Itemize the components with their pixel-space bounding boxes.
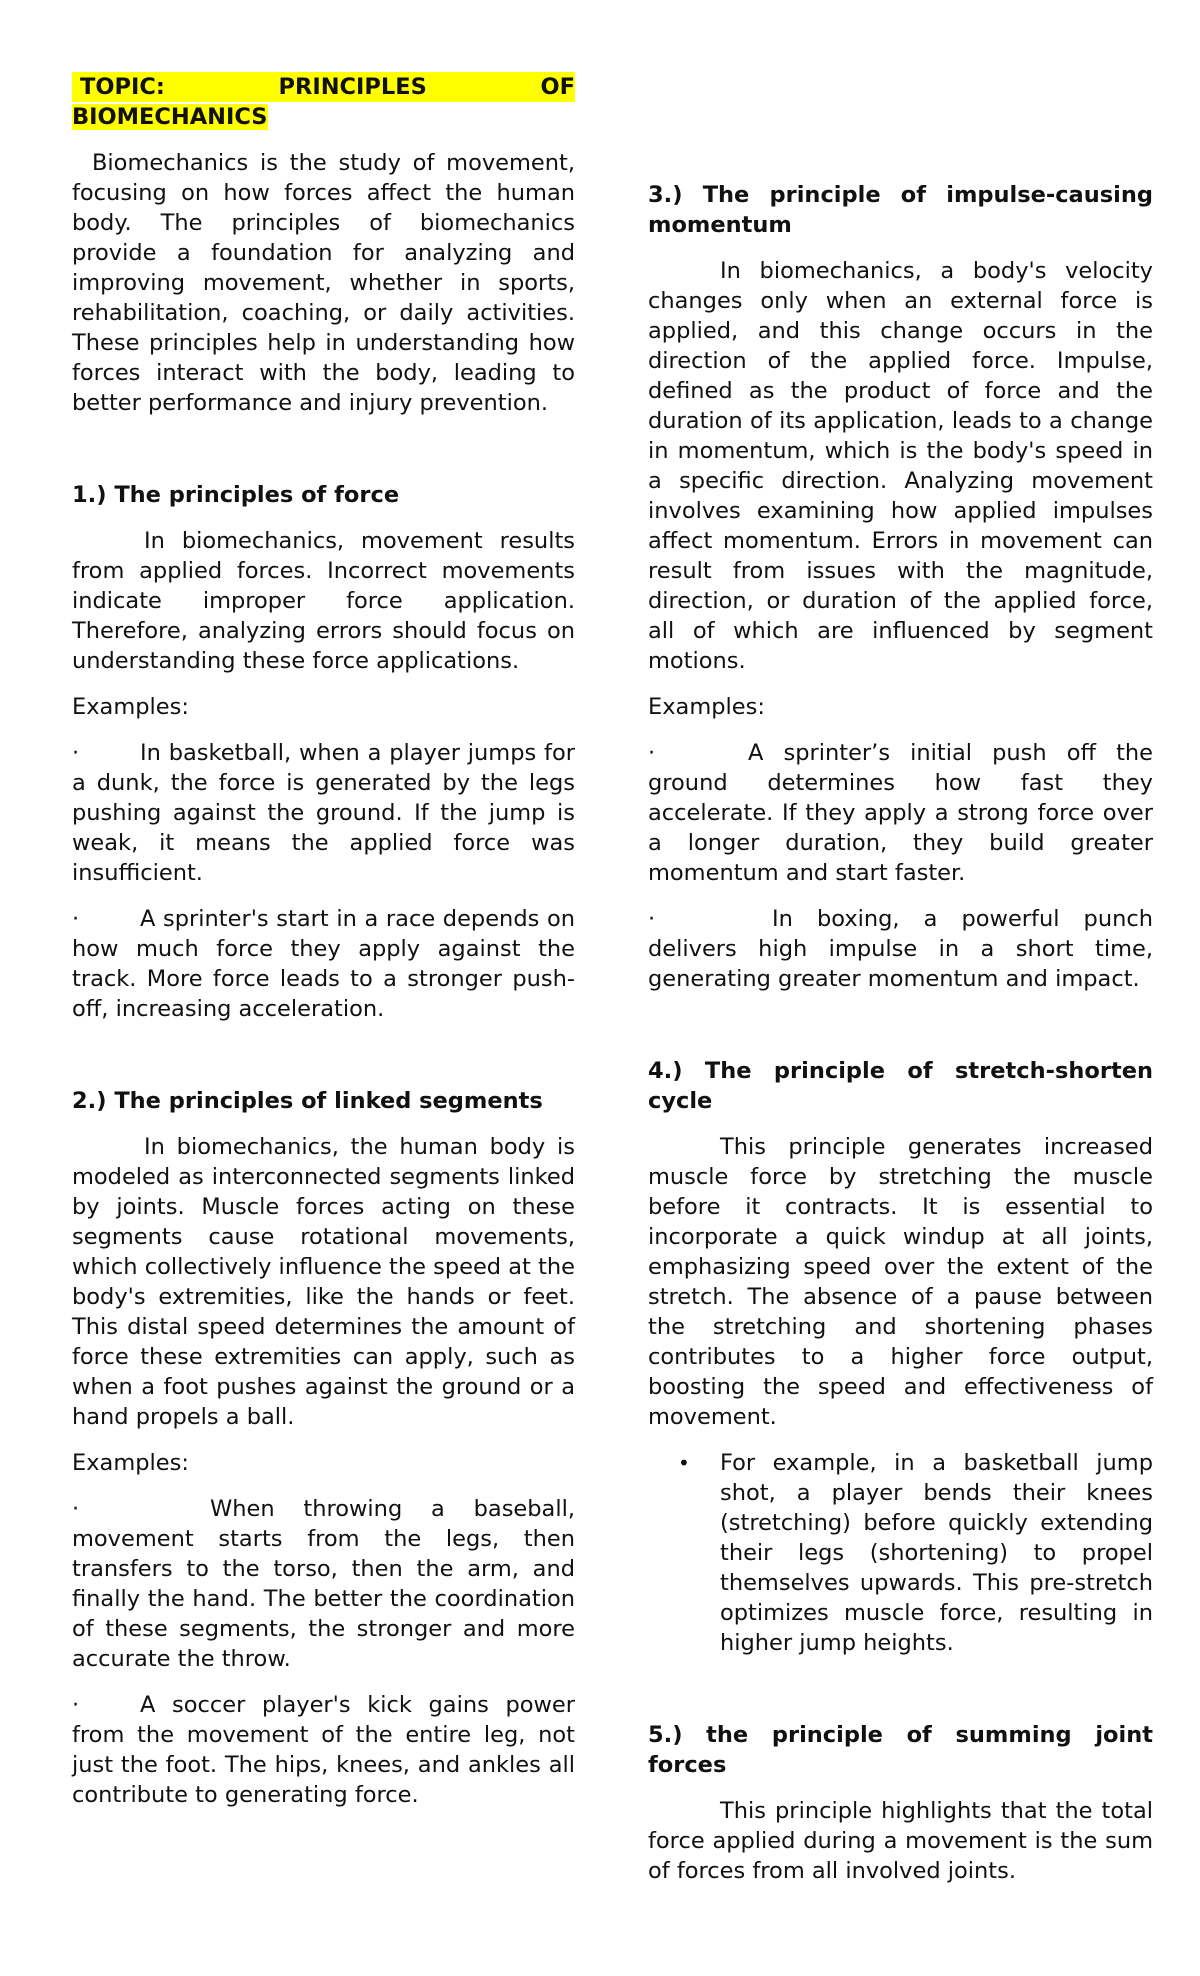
title-line-1 — [72, 72, 575, 102]
section-2-example-2 — [72, 1690, 575, 1810]
section-3-body: In biomechanics, a body's velocity changes only when an external force is applied, and this change occurs in the direction of the applied force. Impulse, defined as the product of force and the duration of its application, leads to a change in momentum, which is the body's speed in a specific direction. Analyzing movement involves examining how applied impulses affect momentum. Errors in movement can result from issues with the magnitude, direction, or duration of the applied force, all of which are influenced by segment motions. — [648, 258, 1153, 674]
right-column — [648, 72, 1153, 1902]
title-word-topic: TOPIC: — [80, 74, 165, 100]
bullet-dot: · — [72, 906, 80, 932]
section-4-example — [648, 1448, 1153, 1658]
section-2-example-1 — [72, 1494, 575, 1674]
section-2-heading: 2.) The principles of linked segments — [72, 1088, 543, 1114]
bullet-dot: · — [72, 740, 80, 766]
section-1-examples-label: Examples: — [72, 694, 189, 720]
intro-paragraph: Biomechanics is the study of movement, focusing on how forces affect the human body. The principles of biomechanics provide a foundation for analyzing and improving movement, whether in sports, rehabilitation, coaching, or daily activities. These principles help in understanding how forces interact with the body, leading to better performance and injury prevention. — [72, 150, 575, 416]
bullet-dot: · — [648, 740, 656, 766]
section-5-body: This principle highlights that the total force applied during a movement is the sum of forces from all involved joints. — [648, 1798, 1153, 1884]
example-text: A soccer player's kick gains power from the movement of the entire leg, not just the foot. The hips, knees, and ankles all contribute to generating force. — [72, 1692, 575, 1808]
section-1-body: In biomechanics, movement results from applied forces. Incorrect movements indicate improper force application. Therefore, analyzing errors should focus on understanding these force applications. — [72, 528, 575, 674]
example-text: In boxing, a powerful punch delivers high impulse in a short time, generating greater momentum and impact. — [648, 906, 1153, 992]
title-line-2: BIOMECHANICS — [72, 104, 268, 130]
title-word-principles: PRINCIPLES — [278, 74, 427, 100]
example-text: For example, in a basketball jump shot, a player bends their knees (stretching) before quickly extending their legs (shortening) to propel themselves upwards. This pre-stretch optimizes muscle force, resulting in higher jump heights. — [720, 1450, 1153, 1656]
section-5-heading: 5.) the principle of summing joint forces — [648, 1722, 1153, 1778]
section-4-heading: 4.) The principle of stretch-shorten cycle — [648, 1058, 1153, 1114]
example-text: In basketball, when a player jumps for a dunk, the force is generated by the legs pushing against the ground. If the jump is weak, it means the applied force was insufficient. — [72, 740, 575, 886]
bullet-dot: · — [72, 1496, 80, 1522]
bullet-dot: • — [678, 1451, 690, 1475]
section-3-example-1 — [648, 738, 1153, 888]
title-word-of: OF — [540, 74, 575, 100]
section-1-heading: 1.) The principles of force — [72, 482, 400, 508]
bullet-dot: · — [648, 906, 656, 932]
bullet-dot: · — [72, 1692, 80, 1718]
section-3-example-2 — [648, 904, 1153, 994]
document-title — [72, 72, 575, 132]
example-text: A sprinter's start in a race depends on how much force they apply against the track. More force leads to a stronger push-off, increasing acceleration. — [72, 906, 575, 1022]
left-column — [72, 72, 575, 1810]
section-4-body: This principle generates increased muscle force by stretching the muscle before it contracts. It is essential to incorporate a quick windup at all joints, emphasizing speed over the extent of the stretch. The absence of a pause between the stretching and shortening phases contributes to a higher force output, boosting the speed and effectiveness of movement. — [648, 1134, 1153, 1430]
section-1-example-2 — [72, 904, 575, 1024]
section-3-heading: 3.) The principle of impulse-causing momentum — [648, 182, 1153, 238]
section-2-examples-label: Examples: — [72, 1450, 189, 1476]
example-text: A sprinter’s initial push off the ground determines how fast they accelerate. If they apply a strong force over a longer duration, they build greater momentum and start faster. — [648, 740, 1153, 886]
section-1-example-1 — [72, 738, 575, 888]
section-3-examples-label: Examples: — [648, 694, 765, 720]
section-2-body: In biomechanics, the human body is modeled as interconnected segments linked by joints. Muscle forces acting on these segments cause rotational movements, which collectively influence the speed at the body's extremities, like the hands or feet. This distal speed determines the amount of force these extremities can apply, such as when a foot pushes against the ground or a hand propels a ball. — [72, 1134, 575, 1430]
example-text: When throwing a baseball, movement starts from the legs, then transfers to the torso, then the arm, and finally the hand. The better the coordination of these segments, the stronger and more accurate the throw. — [72, 1496, 575, 1672]
